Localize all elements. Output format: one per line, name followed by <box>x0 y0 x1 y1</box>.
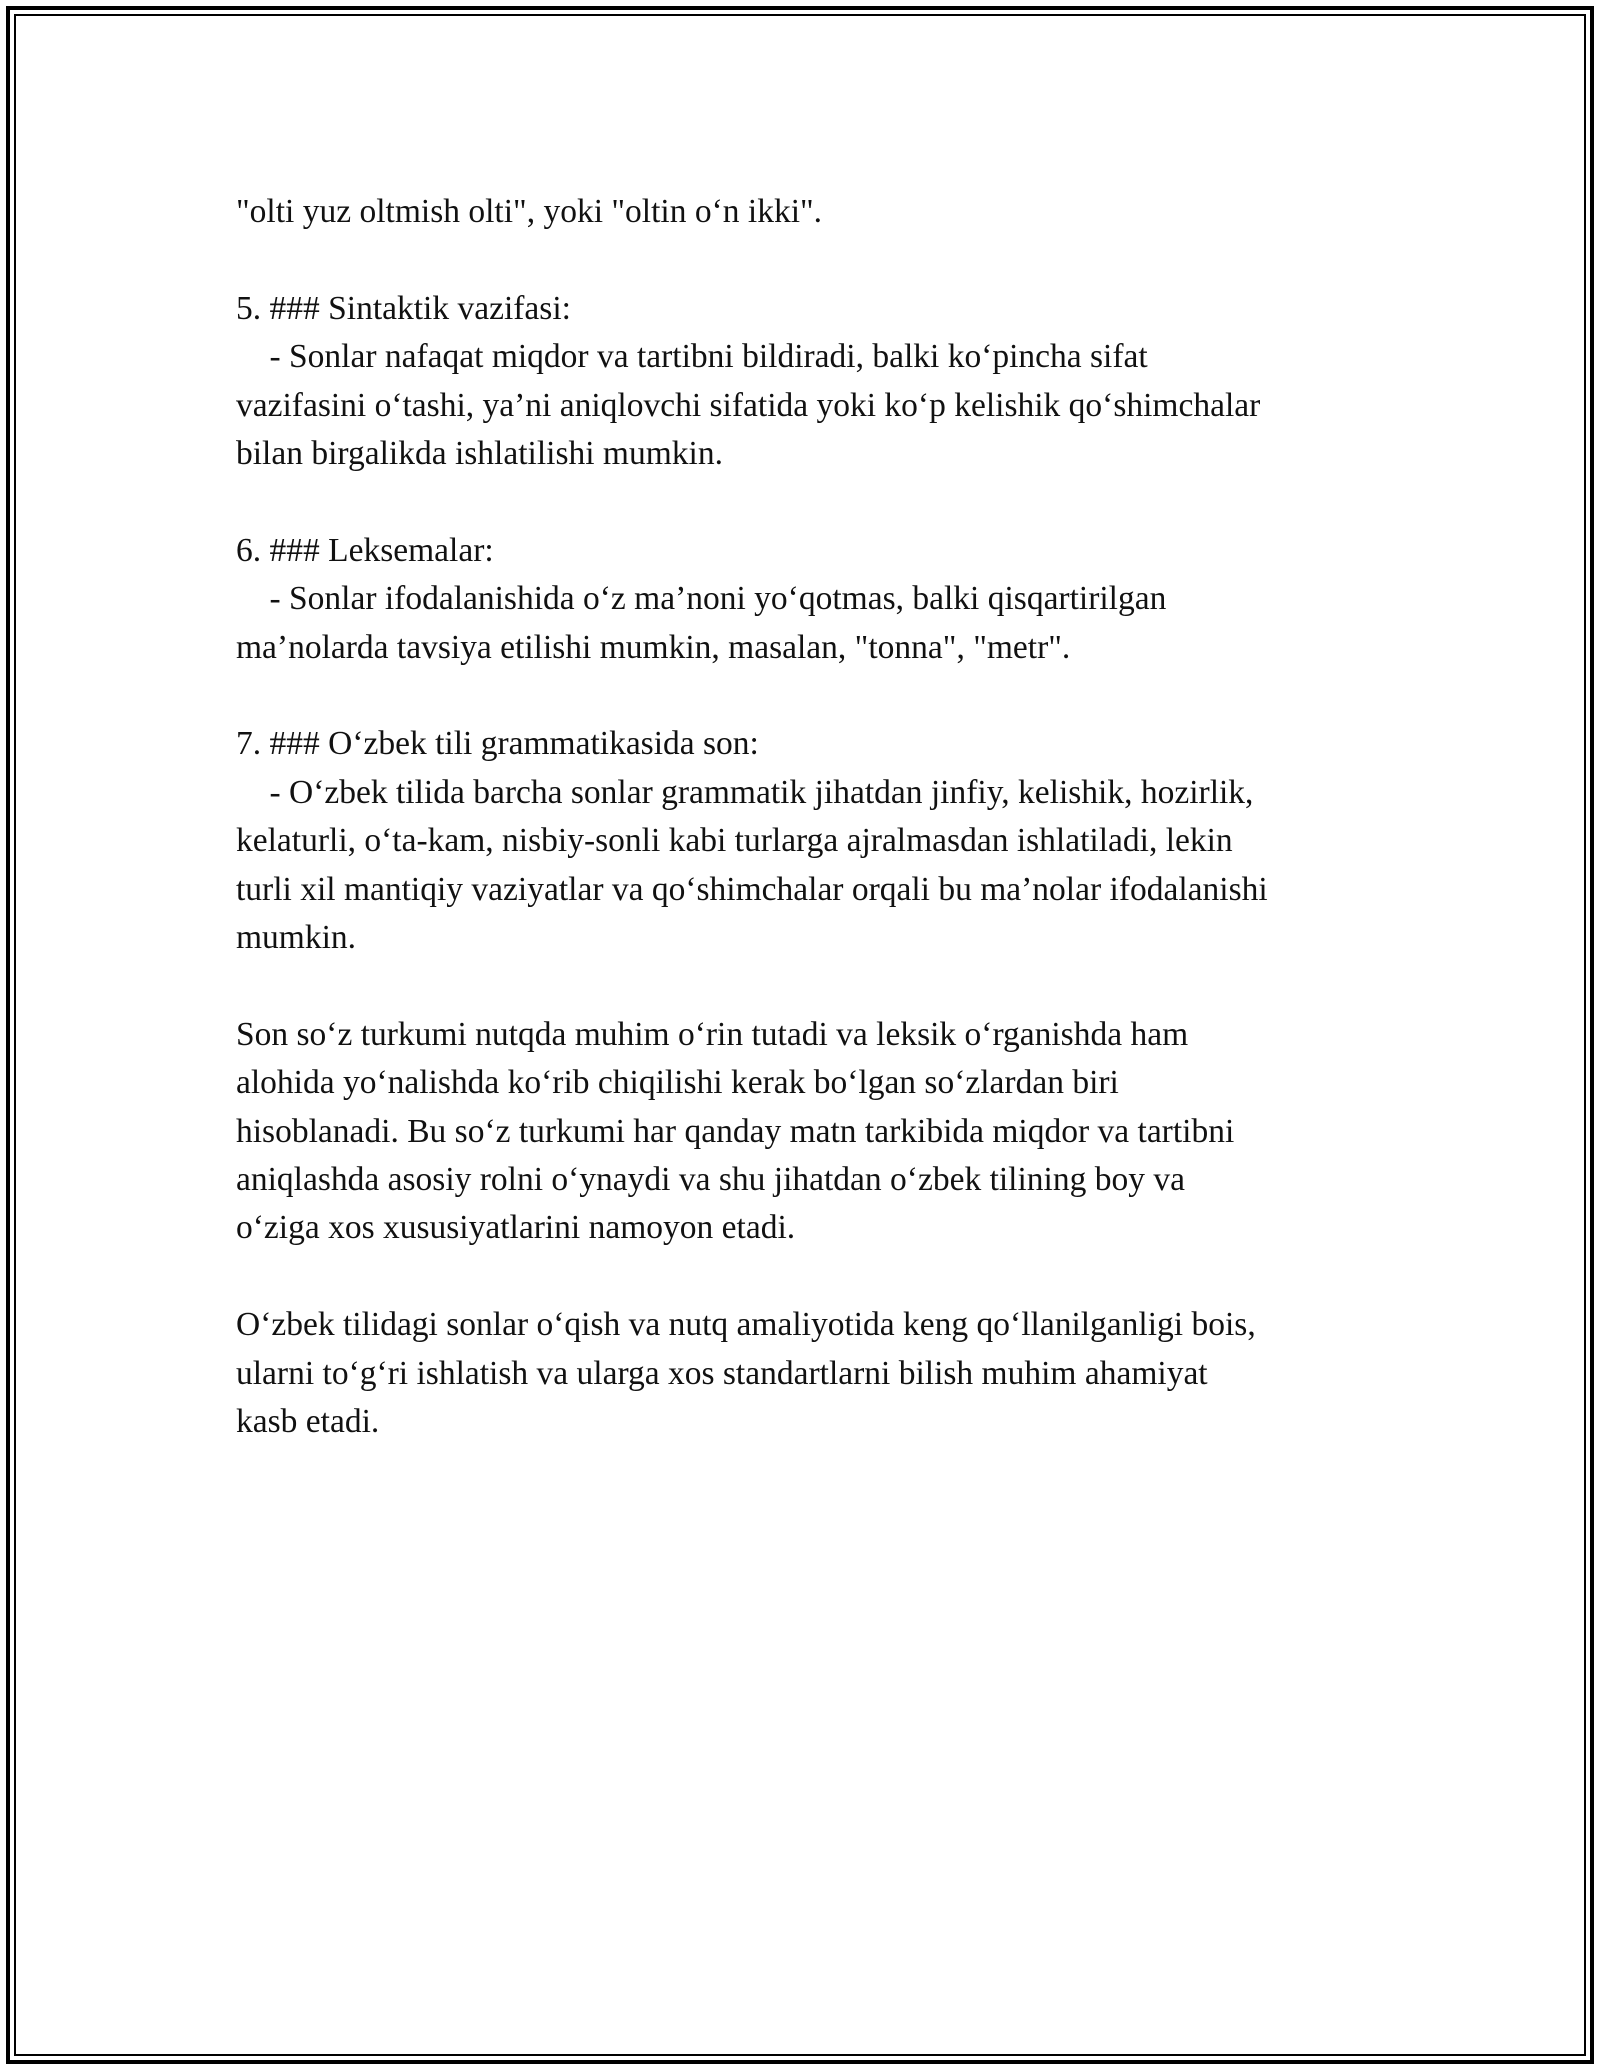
section-5-line-2: vazifasini o‘tashi, ya’ni aniqlovchi sifatida yoki ko‘p kelishik qo‘shimchalar <box>236 386 1261 424</box>
section-heading-5: 5. ### Sintaktik vazifasi: <box>236 289 571 327</box>
paragraph-gap <box>236 962 1376 1010</box>
section-6-line-2: ma’nolarda tavsiya etilishi mumkin, masalan, "tonna", "metr". <box>236 628 1071 666</box>
continuation-line: "olti yuz oltmish olti", yoki "oltin o‘n ikki". <box>236 193 823 230</box>
paragraph-gap <box>236 672 1376 720</box>
paragraph-gap <box>236 478 1376 526</box>
section-5-line-1: - Sonlar nafaqat miqdor va tartibni bildiradi, balki ko‘pincha sifat <box>236 338 1148 376</box>
paragraph-1-line-4: aniqlashda asosiy rolni o‘ynaydi va shu jihatdan o‘zbek tilining boy va <box>236 1161 1185 1199</box>
section-heading-7: 7. ### O‘zbek tili grammatikasida son: <box>236 725 759 763</box>
section-7-line-4: mumkin. <box>236 919 357 957</box>
paragraph-2-line-2: ularni to‘g‘ri ishlatish va ularga xos standartlarni bilish muhim ahamiyat <box>236 1354 1208 1392</box>
section-5-line-3: bilan birgalikda ishlatilishi mumkin. <box>236 435 723 473</box>
paragraph-1-line-5: o‘ziga xos xususiyatlarini namoyon etadi. <box>236 1209 796 1247</box>
section-heading-6: 6. ### Leksemalar: <box>236 531 494 569</box>
section-6-line-1: - Sonlar ifodalanishida o‘z ma’noni yo‘qotmas, balki qisqartirilgan <box>236 580 1167 618</box>
paragraph-2-line-1: O‘zbek tilidagi sonlar o‘qish va nutq amaliyotida keng qo‘llanilganligi bois, <box>236 1306 1256 1344</box>
paragraph-2-line-3: kasb etadi. <box>236 1403 380 1441</box>
document-body <box>236 188 1376 1446</box>
paragraph-gap <box>236 236 1376 284</box>
section-7-line-3: turli xil mantiqiy vaziyatlar va qo‘shimchalar orqali bu ma’nolar ifodalanishi <box>236 870 1268 908</box>
paragraph-1-line-1: Son so‘z turkumi nutqda muhim o‘rin tutadi va leksik o‘rganishda ham <box>236 1015 1189 1053</box>
section-7-line-1: - O‘zbek tilida barcha sonlar grammatik jihatdan jinfiy, kelishik, hozirlik, <box>236 773 1254 811</box>
paragraph-1-line-2: alohida yo‘nalishda ko‘rib chiqilishi kerak bo‘lgan so‘zlardan biri <box>236 1064 1119 1102</box>
paragraph-gap <box>236 1253 1376 1301</box>
section-7-line-2: kelaturli, o‘ta-kam, nisbiy-sonli kabi turlarga ajralmasdan ishlatiladi, lekin <box>236 822 1233 860</box>
paragraph-1-line-3: hisoblanadi. Bu so‘z turkumi har qanday matn tarkibida miqdor va tartibni <box>236 1112 1235 1150</box>
